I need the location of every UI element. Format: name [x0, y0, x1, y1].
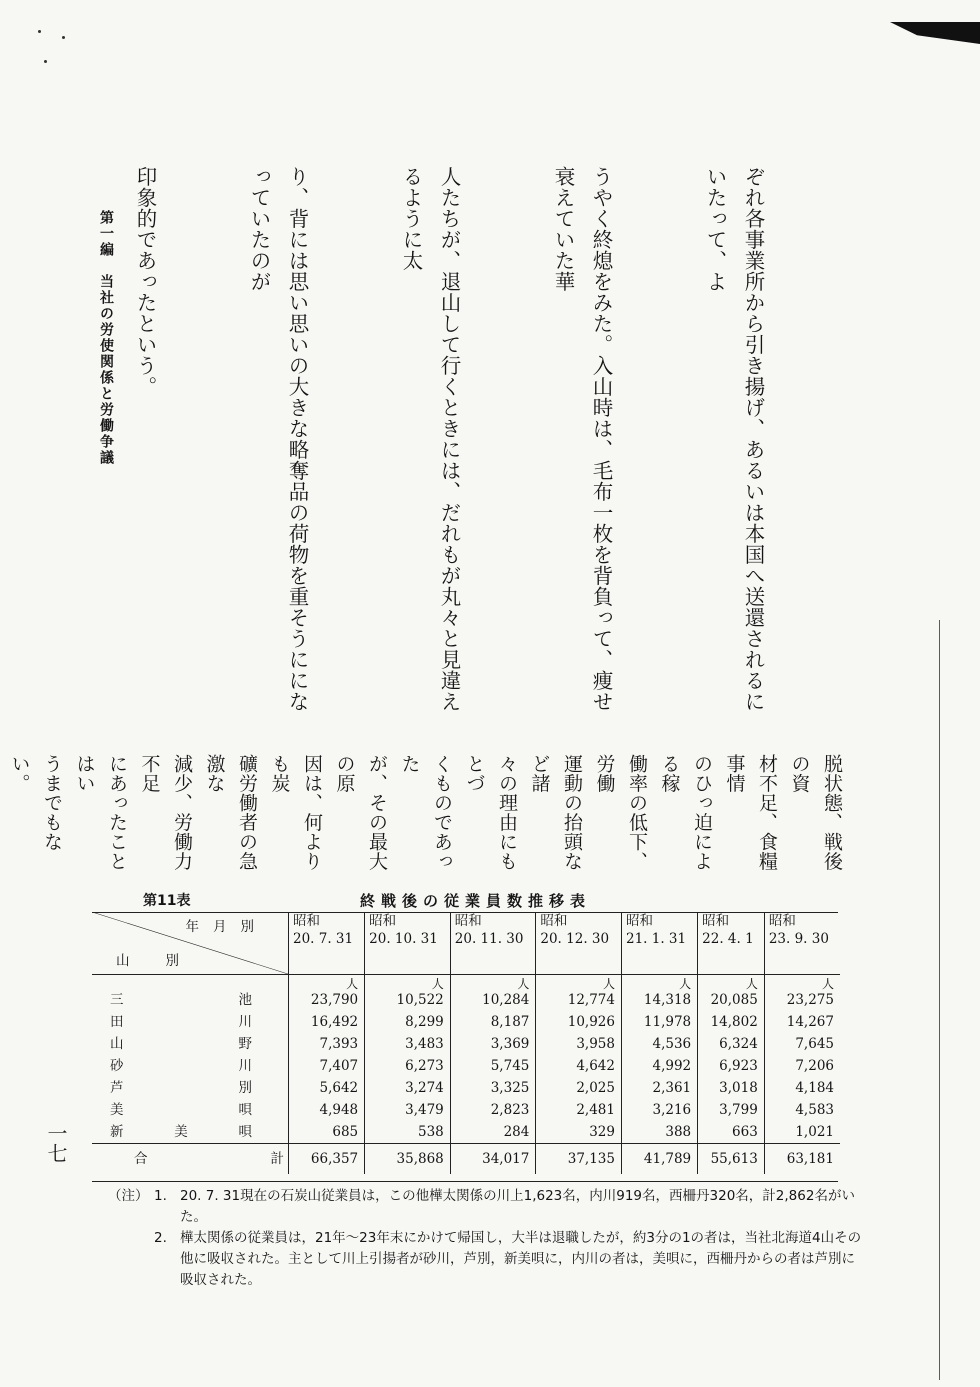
era-label: 昭和	[702, 913, 730, 929]
table-cell-value: 2,481	[576, 1102, 615, 1118]
table-cell-value: 6,923	[719, 1058, 758, 1074]
total-value: 63,181	[764, 1144, 840, 1175]
date-column-header	[621, 912, 697, 975]
corner-header-date: 年月別	[185, 919, 268, 935]
table-cell-value: 3,483	[405, 1036, 444, 1052]
date-column-header	[764, 912, 840, 975]
table-cell-value: 6,324	[719, 1036, 758, 1052]
table-label: 第11表	[143, 893, 191, 909]
date-column-header	[289, 912, 365, 975]
note-text: 樺太関係の従業員は，21年～23年末にかけて帰国し，大半は退職したが，約3分の1の者は，当社北海道4山その他に吸収された。主として川上引揚者が砂川，芦別，新美唄に，内川の者は，美唄に，西柵丹からの者は芦別に吸収された。	[180, 1230, 862, 1288]
table-cell-value: 4,184	[795, 1080, 834, 1096]
total-value: 41,789	[621, 1144, 697, 1175]
mine-name	[110, 1077, 252, 1099]
table-cell-value: 4,536	[652, 1036, 692, 1052]
table-total-row	[92, 1144, 840, 1175]
text-line: くものであった	[398, 754, 453, 871]
table-cell-value: 3,325	[490, 1080, 530, 1096]
unit-label: 人	[745, 977, 758, 991]
table-cell-value: 5,642	[319, 1080, 359, 1096]
table-cell-value: 7,393	[319, 1036, 359, 1052]
note-mark: （注）	[108, 1188, 149, 1204]
lower-text-block	[8, 754, 848, 884]
mine-name	[110, 1055, 252, 1077]
mine-name	[110, 1033, 252, 1055]
date-column-header	[450, 912, 536, 975]
scan-speck	[38, 30, 41, 33]
note-mark-spacer	[108, 1228, 154, 1291]
table-corner-cell	[92, 912, 289, 975]
unit-spacer	[110, 979, 284, 989]
value-column	[698, 975, 765, 1144]
text-line: 印象的であったという。	[133, 166, 157, 397]
value-column	[621, 975, 697, 1144]
total-value: 35,868	[365, 1144, 451, 1175]
mine-name-char: 池	[238, 992, 252, 1008]
mine-name-char: 川	[238, 1058, 252, 1074]
value-column	[365, 975, 451, 1144]
date-column-header	[536, 912, 622, 975]
unit-label: 人	[431, 977, 444, 991]
date-label: 20. 10. 31	[369, 931, 438, 947]
mine-name-char: 美	[174, 1124, 188, 1140]
table-cell-value: 1,021	[795, 1124, 834, 1140]
table-notes	[108, 1186, 868, 1291]
value-column	[450, 975, 536, 1144]
mine-name-char: 美	[110, 1102, 124, 1118]
text-line: 減少、労働力不足	[138, 754, 193, 871]
unit-label: 人	[517, 977, 530, 991]
table-cell-value: 388	[665, 1124, 692, 1140]
running-footer	[96, 210, 116, 466]
table-cell-value: 16,492	[310, 1014, 359, 1030]
value-column	[536, 975, 622, 1144]
table-cell-value: 3,369	[490, 1036, 530, 1052]
date-label: 23. 9. 30	[768, 931, 829, 947]
table-cell-value: 7,206	[795, 1058, 834, 1074]
table-cell-value: 3,216	[652, 1102, 692, 1118]
mine-name-char: 別	[238, 1080, 252, 1096]
text-line: が、その最大の原	[333, 754, 388, 871]
text-line: 因は、何よりも炭	[268, 754, 323, 871]
text-line: 礦労働者の急激な	[203, 754, 258, 871]
table-cell-value: 4,642	[576, 1058, 615, 1074]
table-cell-value: 7,645	[795, 1036, 834, 1052]
date-label: 21. 1. 31	[625, 931, 687, 947]
employee-table	[92, 912, 840, 1174]
scan-speck	[44, 60, 47, 63]
total-value: 66,357	[289, 1144, 365, 1175]
note-number: 2.	[154, 1230, 167, 1246]
total-value: 55,613	[698, 1144, 765, 1175]
scan-artifact-line	[939, 620, 941, 1380]
table-cell-value: 4,948	[319, 1102, 359, 1118]
total-label-char: 計	[270, 1151, 284, 1167]
mine-name-char: 芦	[110, 1080, 124, 1096]
footer-part: 第一編	[98, 210, 114, 258]
text-line: 人たちが、退山して行くときには、だれもが丸々と見違えるように太	[399, 166, 461, 712]
note-item	[108, 1186, 868, 1228]
mine-name-char: 砂	[110, 1058, 124, 1074]
text-line: 働率の低下、労働	[593, 754, 648, 871]
text-line: にあったことはい	[73, 754, 128, 871]
date-column-header	[698, 912, 765, 975]
mine-name	[110, 1121, 252, 1143]
text-line: のひっ迫による稼	[658, 754, 713, 871]
mine-name-char: 唄	[238, 1102, 252, 1118]
table-cell-value: 11,978	[643, 1014, 692, 1030]
table-cell-value: 7,407	[319, 1058, 359, 1074]
table-title: 終戦後の従業員数推移表	[360, 892, 592, 910]
date-label: 20. 11. 30	[454, 931, 524, 947]
mine-name	[110, 1099, 252, 1121]
text-line: り、背には思い思いの大きな略奪品の荷物を重そうにになっていたのが	[247, 166, 309, 712]
note-item	[108, 1228, 868, 1291]
unit-label: 人	[821, 977, 834, 991]
text-line: 運動の抬頭など諸	[528, 754, 583, 871]
table-cell-value: 20,085	[710, 992, 758, 1008]
table-cell-value: 10,522	[396, 992, 444, 1008]
note-text: 20. 7. 31現在の石炭山従業員は，この他樺太関係の川上1,623名，内川919名，西柵丹320名，計2,862名がいた。	[180, 1188, 855, 1225]
table-cell-value: 663	[732, 1124, 758, 1140]
table-cell-value: 3,274	[405, 1080, 444, 1096]
date-label: 20. 7. 31	[293, 931, 354, 947]
date-label: 20. 12. 30	[540, 931, 610, 947]
table-header-row	[92, 912, 840, 975]
footer-title: 当社の労使関係と労働争議	[98, 274, 114, 466]
date-label: 22. 4. 1	[702, 931, 754, 947]
scan-artifact-bar	[890, 22, 980, 44]
text-line: 材不足、食糧事情	[723, 754, 778, 871]
era-label: 昭和	[625, 913, 653, 929]
table-cell-value: 2,025	[576, 1080, 615, 1096]
total-value: 34,017	[450, 1144, 536, 1175]
scan-speck	[62, 36, 65, 39]
table-cell-value: 8,187	[490, 1014, 530, 1030]
table-cell-value: 12,774	[567, 992, 615, 1008]
total-label	[110, 1148, 284, 1170]
table-cell-value: 685	[332, 1124, 359, 1140]
table-cell-value: 3,799	[719, 1102, 758, 1118]
table-cell-value: 23,275	[786, 992, 834, 1008]
table-cell-value: 2,361	[652, 1080, 692, 1096]
table-cell-value: 14,318	[643, 992, 692, 1008]
table-cell-value: 3,958	[576, 1036, 615, 1052]
unit-label: 人	[602, 977, 615, 991]
page-number: 一七	[44, 1123, 68, 1163]
mine-name-char: 田	[110, 1014, 124, 1030]
era-label: 昭和	[540, 913, 568, 929]
mine-name	[110, 989, 252, 1011]
table-cell-value: 10,926	[567, 1014, 615, 1030]
table-cell-value: 5,745	[490, 1058, 530, 1074]
upper-text-block	[88, 166, 848, 726]
era-label: 昭和	[768, 913, 796, 929]
text-line: ぞれ各事業所から引き揚げ、あるいは本国へ送還されるにいたって、よ	[703, 166, 765, 712]
table-cell-value: 4,992	[652, 1058, 692, 1074]
footer-spacer	[98, 258, 114, 274]
table-cell-value: 3,479	[405, 1102, 444, 1118]
table-cell-value: 10,284	[482, 992, 530, 1008]
mine-name-char: 川	[238, 1014, 252, 1030]
mine-name-char: 山	[110, 1036, 124, 1052]
table-cell-value: 4,583	[795, 1102, 834, 1118]
text-line: うまでもない。	[8, 754, 63, 852]
table-cell-value: 14,267	[786, 1014, 834, 1030]
era-label: 昭和	[369, 913, 397, 929]
unit-label: 人	[679, 977, 692, 991]
text-line: 々の理由にもとづ	[463, 754, 518, 871]
era-label: 昭和	[454, 913, 482, 929]
table-cell-value: 2,823	[490, 1102, 530, 1118]
value-column	[764, 975, 840, 1144]
table-body-row	[92, 975, 840, 1144]
mine-name-char: 野	[238, 1036, 252, 1052]
mine-name-char: 新	[110, 1124, 124, 1140]
table-cell-value: 284	[503, 1124, 530, 1140]
date-column-header	[365, 912, 451, 975]
era-label: 昭和	[293, 913, 320, 929]
mine-name-char: 唄	[238, 1124, 252, 1140]
text-line	[0, 754, 3, 884]
table-cell-value: 8,299	[405, 1014, 444, 1030]
table-cell-value: 3,018	[719, 1080, 758, 1096]
total-value: 37,135	[536, 1144, 622, 1175]
corner-header-mine: 山別	[116, 953, 215, 969]
mine-name	[110, 1011, 252, 1033]
table-cell-value: 538	[417, 1124, 444, 1140]
note-number: 1.	[154, 1188, 167, 1204]
table-cell-value: 329	[589, 1124, 615, 1140]
text-line: うやく終熄をみた。入山時は、毛布一枚を背負って、痩せ衰えていた華	[551, 166, 613, 712]
table-cell-value: 23,790	[310, 992, 359, 1008]
mine-names-cell	[92, 975, 289, 1144]
table-cell-value: 6,273	[405, 1058, 444, 1074]
total-label-char: 合	[134, 1151, 148, 1167]
text-line: 脱状態、戦後の資	[788, 754, 843, 871]
mine-name-char: 三	[110, 992, 124, 1008]
value-column	[289, 975, 365, 1144]
unit-label: 人	[346, 977, 359, 991]
table-cell-value: 14,802	[710, 1014, 758, 1030]
total-label-cell	[92, 1144, 289, 1175]
